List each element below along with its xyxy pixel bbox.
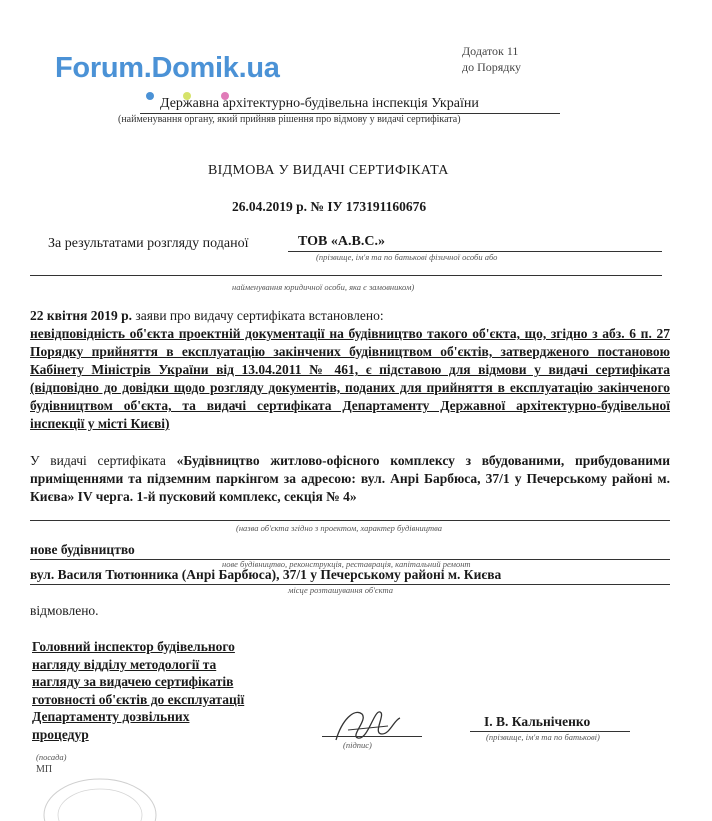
findings-paragraph <box>30 307 670 433</box>
construction-type: нове будівництво <box>30 542 135 557</box>
appendix-line-1: Додаток 11 <box>462 44 519 58</box>
certificate-prefix: У видачі сертифіката <box>30 453 166 468</box>
object-address: вул. Василя Тютюнника (Анрі Барбюса), 37/1 у Печерському районі м. Києва <box>30 567 502 582</box>
position-caption: (посада) <box>36 752 67 762</box>
application-date: 22 квітня 2019 р. <box>30 308 133 323</box>
application-date-suffix: заяви про видачу сертифіката встановлено: <box>132 308 384 323</box>
signature-caption: (підпис) <box>343 740 372 750</box>
applicant-name: ТОВ «А.В.С.» <box>298 234 385 249</box>
certificate-object-paragraph <box>30 452 670 506</box>
object-caption: (назва об'єкта згідно з проектом, характер будівництва <box>236 523 443 533</box>
watermark-dot-blue <box>146 92 154 100</box>
object-underline <box>30 520 670 521</box>
signer-line-1: Головний інспектор будівельного <box>32 639 235 654</box>
signer-name: І. В. Кальніченко <box>484 714 591 729</box>
document-number: 26.04.2019 р. № IУ 173191160676 <box>232 199 427 214</box>
authority-name: Державна архітектурно-будівельна інспекція України <box>160 96 479 111</box>
signer-line-4: готовності об'єктів до експлуатації <box>32 691 245 707</box>
signer-line-3: нагляду за видачею сертифікатів <box>32 674 234 689</box>
review-prefix: За результатами розгляду поданої <box>48 236 249 251</box>
signer-line-2: нагляду відділу методології та <box>32 656 217 672</box>
forum-domik-watermark[interactable]: Forum.Domik.ua <box>55 52 280 84</box>
certificate-object: «Будівництво житлово-офісного комплексу з вбудованими, прибудованими приміщеннями та підземним паркінгом за адресою: вул. Анрі Барбюса, 37/1 у Печерському районі м. Києва» IV черга. 1-й пусковий комплекс, секція № 4» <box>30 453 670 504</box>
signer-line-6: процедур <box>32 726 89 742</box>
signature-underline <box>322 736 422 737</box>
refused-text: відмовлено. <box>30 603 99 618</box>
applicant-caption-2: найменування юридичної особи, яка є замовником) <box>232 282 415 292</box>
applicant-caption-1: (прізвище, ім'я та по батькові фізичної особи або <box>316 252 498 262</box>
refusal-reason: невідповідність об'єкта проектній документації на будівництво такого об'єкта, що, згідно з абз. 6 п. 27 Порядку прийняття в експлуатацію закінчених будівництвом об'єктів, затвердженого постановою Кабінету Міністрів України від 13.04.2011 № 461, є підставою для відмови у видачі сертифіката (відповідно до довідки щодо розгляду документів, поданих для прийняття в експлуатацію закінченого будівництвом об'єкта, та видачі сертифіката Департаменту Державної архітектурно-будівельної інспекції у місті Києві) <box>30 326 670 431</box>
appendix-line-2: до Порядку <box>462 60 522 74</box>
applicant-underline-2 <box>30 275 662 276</box>
document-title: ВІДМОВА У ВИДАЧІ СЕРТИФІКАТА <box>208 163 449 178</box>
faint-seal-stamp <box>40 775 160 821</box>
construction-caption: нове будівництво, реконструкція, реставрація, капітальний ремонт <box>222 559 471 569</box>
authority-caption: (найменування органу, який прийняв рішення про відмову у видачі сертифіката) <box>118 114 461 125</box>
address-caption: місце розташування об'єкта <box>288 585 393 595</box>
signer-name-caption: (прізвище, ім'я та по батькові) <box>486 732 600 742</box>
signer-position <box>32 638 294 743</box>
mp-label: МП <box>36 764 53 775</box>
signer-line-5: Департаменту дозвільних <box>32 709 190 724</box>
